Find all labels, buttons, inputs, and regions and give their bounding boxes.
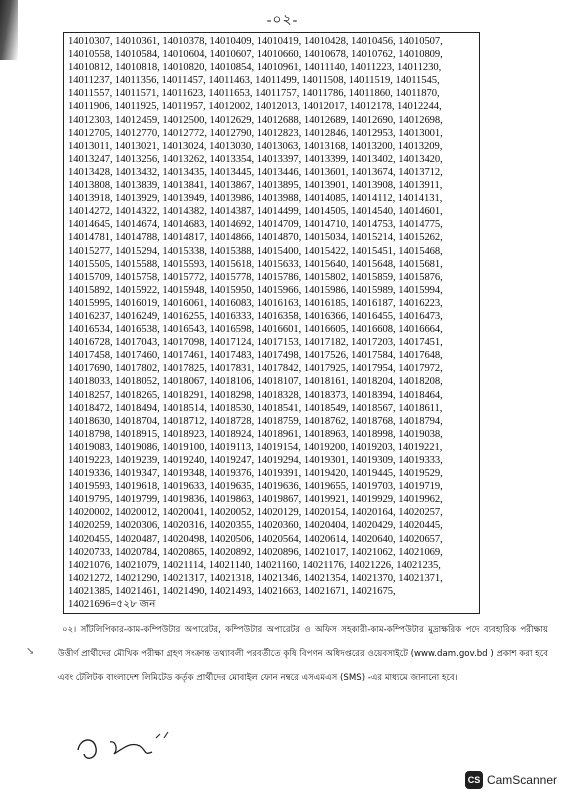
roll-line: 14013428, 14013432, 14013435, 14013445, 14013446, 14013601, 14013674, 14013712, bbox=[68, 166, 443, 178]
notice-number: ০২। bbox=[62, 625, 77, 635]
notice-paragraph bbox=[58, 618, 548, 690]
roll-line: 14019795, 14019799, 14019836, 14019863, 14019867, 14019921, 14019929, 14019962, bbox=[68, 494, 443, 506]
roll-line: 14019593, 14019618, 14019633, 14019635, 14019636, 14019655, 14019703, 14019719, bbox=[68, 481, 443, 493]
roll-line: 14013808, 14013839, 14013841, 14013867, 14013895, 14013901, 14013908, 14013911, bbox=[68, 180, 443, 192]
roll-line: 14018472, 14018494, 14018514, 14018530, 14018541, 14018549, 14018567, 14018611, bbox=[68, 402, 443, 414]
margin-mark: ↘ bbox=[26, 646, 35, 657]
roll-line: 14013011, 14013021, 14013024, 14013030, 14013063, 14013168, 14013200, 14013209, bbox=[68, 140, 443, 152]
signature bbox=[72, 728, 182, 768]
camscanner-watermark bbox=[465, 770, 557, 790]
camscanner-label: CamScanner bbox=[486, 773, 557, 787]
camscanner-logo-icon: CS bbox=[465, 771, 483, 789]
roll-line: 14018630, 14018704, 14018712, 14018728, 14018759, 14018762, 14018768, 14018794, bbox=[68, 415, 443, 427]
roll-line: 14010558, 14010584, 14010604, 14010607, 14010660, 14010678, 14010762, 14010809, bbox=[68, 49, 443, 61]
roll-line: 14020002, 14020012, 14020041, 14020052, 14020129, 14020154, 14020164, 14020257, bbox=[68, 507, 443, 519]
roll-line: 14018257, 14018265, 14018291, 14018298, 14018328, 14018373, 14018394, 14018464, bbox=[68, 389, 443, 401]
roll-line: 14019223, 14019239, 14019240, 14019247, 14019294, 14019301, 14019309, 14019333, bbox=[68, 455, 443, 466]
roll-line: 14014272, 14014322, 14014382, 14014387, 14014499, 14014505, 14014540, 14014601, bbox=[68, 206, 443, 218]
roll-line: 14012705, 14012770, 14012772, 14012790, 14012823, 14012846, 14012953, 14013001, bbox=[68, 127, 443, 139]
roll-line: 14016728, 14017043, 14017098, 14017124, 14017153, 14017182, 14017203, 14017451, bbox=[68, 337, 443, 349]
roll-line: 14015995, 14016019, 14016061, 14016083, 14016163, 14016185, 14016187, 14016223, bbox=[68, 297, 443, 309]
notice-text: সাঁটলিপিকার-কাম-কম্পিউটার অপারেটর, কম্পিউটার অপারেটর ও অফিস সহকারী-কাম-কম্পিউটার মুদ্রাক্ষরিক পদে ব্যবহারিক পরীক্ষায় উত্তীর্ণ প্রার্থীদের মৌখিক পরীক্ষা গ্রহণ সংক্রান্ত তথ্যাবলী পরবর্তীতে কৃষি বিপণন অধিদপ্তরের ওয়েবসাইটে (www.dam.gov.bd ) প্রকাশ করা হবে এবং টেলিটক বাংলাদেশ লিমিটেড কর্তৃক প্রার্থীদের মোবাইল ফোন নম্বরে এসএমএস (SMS) -এর মাধ্যমে জানানো হবে। bbox=[58, 625, 549, 683]
roll-line: 14015892, 14015922, 14015948, 14015950, 14015966, 14015986, 14015989, 14015994, bbox=[68, 284, 443, 296]
roll-number-table bbox=[63, 32, 480, 614]
roll-line: 14011557, 14011571, 14011623, 14011653, 14011757, 14011786, 14011860, 14011870, bbox=[68, 88, 440, 100]
roll-line: 14015709, 14015758, 14015772, 14015778, 14015786, 14015802, 14015859, 14015876, bbox=[68, 271, 443, 283]
roll-line: 14017690, 14017802, 14017825, 14017831, 14017842, 14017925, 14017954, 14017972, bbox=[68, 363, 443, 375]
roll-line: 14017458, 14017460, 14017461, 14017483, 14017498, 14017526, 14017584, 14017648, bbox=[68, 350, 443, 362]
roll-line: 14014781, 14014788, 14014817, 14014866, 14014870, 14015034, 14015214, 14015262, bbox=[68, 232, 443, 244]
roll-line: 14018798, 14018915, 14018923, 14018924, 14018961, 14018963, 14018998, 14019038, bbox=[68, 428, 443, 440]
roll-line: 14015505, 14015588, 14015593, 14015618, 14015633, 14015640, 14015648, 14015681, bbox=[68, 258, 443, 270]
roll-number-list bbox=[68, 35, 476, 598]
roll-line: 14013918, 14013929, 14013949, 14013986, 14013988, 14014085, 14014112, 14014131, bbox=[68, 193, 443, 205]
page-number: -০২- bbox=[266, 13, 299, 28]
roll-line: 14021385, 14021461, 14021490, 14021493, 14021663, 14021671, 14021675, bbox=[68, 585, 396, 597]
roll-line: 14015277, 14015294, 14015338, 14015388, 14015400, 14015422, 14015451, 14015468, bbox=[68, 245, 443, 257]
roll-total: 14021696=৫২৮ জন bbox=[68, 599, 156, 611]
roll-line: 14012303, 14012459, 14012500, 14012629, 14012688, 14012689, 14012690, 14012698, bbox=[68, 114, 443, 126]
roll-line: 14016534, 14016538, 14016543, 14016598, 14016601, 14016605, 14016608, 14016664, bbox=[68, 324, 443, 336]
roll-line: 14019336, 14019347, 14019348, 14019376, 14019391, 14019420, 14019445, 14019529, bbox=[68, 468, 443, 480]
roll-line: 14011906, 14011925, 14011957, 14012002, 14012013, 14012017, 14012178, 14012244, bbox=[68, 101, 442, 113]
roll-line: 14021076, 14021079, 14021114, 14021140, 14021160, 14021176, 14021226, 14021235, bbox=[68, 559, 441, 571]
roll-line: 14011237, 14011356, 14011457, 14011463, 14011499, 14011508, 14011519, 14011545, bbox=[68, 75, 440, 87]
roll-line: 14013247, 14013256, 14013262, 14013354, 14013397, 14013399, 14013402, 14013420, bbox=[68, 153, 443, 165]
roll-line: 14010812, 14010818, 14010820, 14010854, 14010961, 14011140, 14011223, 14011230, bbox=[68, 62, 442, 74]
roll-line: 14018033, 14018052, 14018067, 14018106, 14018107, 14018161, 14018204, 14018208, bbox=[68, 376, 443, 388]
roll-line: 14014645, 14014674, 14014683, 14014692, 14014709, 14014710, 14014753, 14014775, bbox=[68, 219, 443, 231]
roll-line: 14020733, 14020784, 14020865, 14020892, 14020896, 14021017, 14021062, 14021069, bbox=[68, 546, 443, 558]
roll-line: 14020455, 14020487, 14020498, 14020506, 14020564, 14020614, 14020640, 14020657, bbox=[68, 533, 443, 545]
roll-line: 14016237, 14016249, 14016255, 14016333, 14016358, 14016366, 14016455, 14016473, bbox=[68, 310, 443, 322]
roll-line: 14021272, 14021290, 14021317, 14021318, 14021346, 14021354, 14021370, 14021371, bbox=[68, 572, 443, 584]
roll-line: 14010307, 14010361, 14010378, 14010409, 14010419, 14010428, 14010456, 14010507, bbox=[68, 36, 443, 47]
roll-line: 14019083, 14019086, 14019100, 14019113, 14019154, 14019200, 14019203, 14019221, bbox=[68, 441, 443, 453]
roll-line: 14020259, 14020306, 14020316, 14020355, 14020360, 14020404, 14020429, 14020445, bbox=[68, 520, 443, 532]
